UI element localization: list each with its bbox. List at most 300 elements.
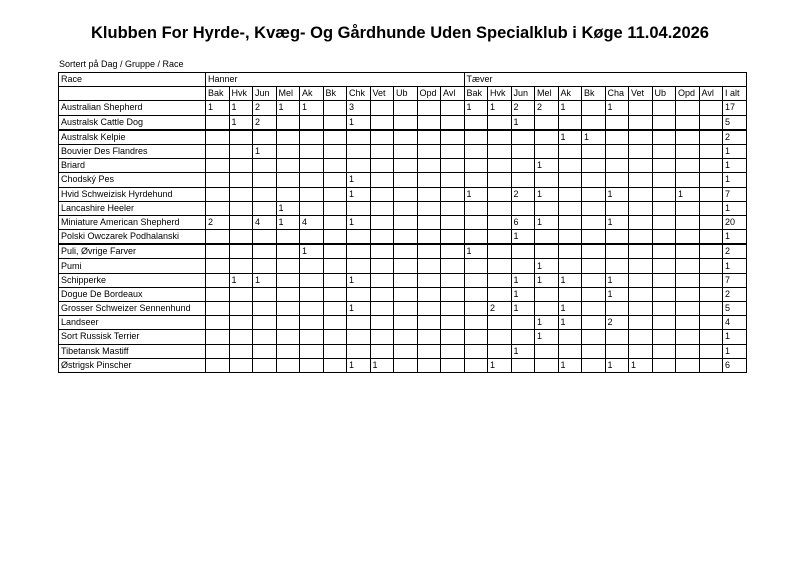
race-name: Pumi xyxy=(59,259,206,273)
hanner-cell-hvk xyxy=(229,358,253,372)
taever-cell-bk xyxy=(582,259,606,273)
taever-cell-mel xyxy=(535,244,559,259)
taever-cell-ak: 1 xyxy=(558,130,582,145)
hanner-cell-chk: 1 xyxy=(347,302,371,316)
taever-cell-ak: 1 xyxy=(558,302,582,316)
hanner-cell-hvk xyxy=(229,244,253,259)
total-cell: 2 xyxy=(723,130,747,145)
table-row xyxy=(59,259,747,273)
taever-col-bk: Bk xyxy=(582,87,606,101)
taever-cell-opd xyxy=(676,344,700,358)
hanner-cell-mel xyxy=(276,344,300,358)
hanner-cell-chk: 3 xyxy=(347,101,371,115)
taever-cell-bk xyxy=(582,244,606,259)
hanner-cell-ak xyxy=(300,173,324,187)
hanner-cell-bak xyxy=(206,316,230,330)
taever-cell-cha: 1 xyxy=(605,187,629,201)
taever-cell-bk xyxy=(582,344,606,358)
hanner-cell-jun xyxy=(253,130,277,145)
taever-col-vet: Vet xyxy=(629,87,653,101)
taever-cell-ak xyxy=(558,344,582,358)
taever-cell-mel: 1 xyxy=(535,159,559,173)
hanner-cell-opd xyxy=(417,173,441,187)
taever-cell-hvk xyxy=(488,259,512,273)
taever-col-avl: Avl xyxy=(699,87,723,101)
taever-cell-vet xyxy=(629,115,653,130)
taever-cell-bk xyxy=(582,159,606,173)
hanner-cell-bak xyxy=(206,273,230,287)
taever-cell-vet xyxy=(629,244,653,259)
table-row xyxy=(59,316,747,330)
hanner-cell-opd xyxy=(417,115,441,130)
hanner-cell-vet xyxy=(370,316,394,330)
total-cell: 1 xyxy=(723,330,747,344)
taever-col-ub: Ub xyxy=(652,87,676,101)
taever-cell-hvk xyxy=(488,130,512,145)
hanner-cell-ak: 4 xyxy=(300,215,324,229)
taever-cell-opd xyxy=(676,273,700,287)
column-header-row xyxy=(59,87,747,101)
hanner-cell-bk xyxy=(323,144,347,158)
hanner-cell-bak xyxy=(206,201,230,215)
taever-cell-mel: 2 xyxy=(535,101,559,115)
hanner-cell-jun xyxy=(253,302,277,316)
hanner-cell-vet: 1 xyxy=(370,358,394,372)
hanner-cell-hvk: 1 xyxy=(229,273,253,287)
taever-cell-avl xyxy=(699,273,723,287)
taever-cell-bak xyxy=(464,201,488,215)
hanner-group-header: Hanner xyxy=(206,73,465,87)
hanner-cell-avl xyxy=(441,287,465,301)
hanner-cell-mel xyxy=(276,302,300,316)
taever-cell-cha: 1 xyxy=(605,101,629,115)
table-row xyxy=(59,159,747,173)
hanner-cell-ub xyxy=(394,316,418,330)
taever-col-mel: Mel xyxy=(535,87,559,101)
hanner-cell-ak xyxy=(300,330,324,344)
taever-cell-mel xyxy=(535,201,559,215)
taever-cell-hvk xyxy=(488,244,512,259)
taever-cell-hvk: 1 xyxy=(488,358,512,372)
hanner-cell-vet xyxy=(370,159,394,173)
race-name: Polski Owczarek Podhalanski xyxy=(59,230,206,245)
hanner-cell-chk: 1 xyxy=(347,173,371,187)
hanner-cell-avl xyxy=(441,273,465,287)
taever-cell-vet xyxy=(629,215,653,229)
table-row xyxy=(59,173,747,187)
taever-cell-ub xyxy=(652,316,676,330)
taever-cell-bk xyxy=(582,302,606,316)
total-cell: 1 xyxy=(723,344,747,358)
total-col-header: I alt xyxy=(723,87,747,101)
hanner-cell-vet xyxy=(370,115,394,130)
taever-cell-opd xyxy=(676,330,700,344)
taever-cell-bak xyxy=(464,230,488,245)
taever-cell-cha xyxy=(605,115,629,130)
taever-cell-avl xyxy=(699,173,723,187)
hanner-cell-vet xyxy=(370,144,394,158)
taever-cell-avl xyxy=(699,130,723,145)
taever-cell-ak: 1 xyxy=(558,101,582,115)
taever-cell-bk xyxy=(582,187,606,201)
hanner-cell-avl xyxy=(441,230,465,245)
taever-cell-ub xyxy=(652,130,676,145)
hanner-cell-mel xyxy=(276,358,300,372)
total-cell: 5 xyxy=(723,302,747,316)
hanner-cell-jun xyxy=(253,244,277,259)
taever-cell-ak xyxy=(558,244,582,259)
hanner-cell-bk xyxy=(323,316,347,330)
hanner-cell-ak xyxy=(300,358,324,372)
taever-cell-jun xyxy=(511,259,535,273)
hanner-cell-ak xyxy=(300,302,324,316)
total-cell: 7 xyxy=(723,273,747,287)
hanner-cell-hvk: 1 xyxy=(229,115,253,130)
table-body xyxy=(59,101,747,373)
total-cell: 1 xyxy=(723,144,747,158)
taever-cell-opd xyxy=(676,259,700,273)
taever-cell-opd xyxy=(676,244,700,259)
hanner-cell-ub xyxy=(394,101,418,115)
hanner-col-mel: Mel xyxy=(276,87,300,101)
taever-cell-vet xyxy=(629,273,653,287)
taever-cell-jun: 1 xyxy=(511,344,535,358)
table-row xyxy=(59,130,747,145)
hanner-cell-bk xyxy=(323,115,347,130)
taever-cell-opd xyxy=(676,316,700,330)
taever-cell-opd xyxy=(676,201,700,215)
hanner-cell-ub xyxy=(394,159,418,173)
hanner-cell-ak xyxy=(300,344,324,358)
table-row xyxy=(59,115,747,130)
hanner-cell-mel xyxy=(276,173,300,187)
hanner-cell-chk xyxy=(347,316,371,330)
hanner-cell-bak: 2 xyxy=(206,215,230,229)
hanner-cell-vet xyxy=(370,244,394,259)
taever-cell-avl xyxy=(699,358,723,372)
hanner-col-hvk: Hvk xyxy=(229,87,253,101)
hanner-col-vet: Vet xyxy=(370,87,394,101)
taever-cell-cha xyxy=(605,144,629,158)
hanner-cell-ub xyxy=(394,344,418,358)
hanner-col-avl: Avl xyxy=(441,87,465,101)
hanner-cell-avl xyxy=(441,101,465,115)
taever-cell-bak xyxy=(464,330,488,344)
hanner-cell-ak xyxy=(300,144,324,158)
hanner-cell-vet xyxy=(370,330,394,344)
taever-cell-mel xyxy=(535,344,559,358)
hanner-cell-jun: 1 xyxy=(253,144,277,158)
taever-cell-jun: 6 xyxy=(511,215,535,229)
taever-cell-vet xyxy=(629,316,653,330)
taever-cell-avl xyxy=(699,330,723,344)
hanner-cell-jun xyxy=(253,187,277,201)
total-cell: 1 xyxy=(723,230,747,245)
hanner-cell-avl xyxy=(441,244,465,259)
hanner-cell-ak xyxy=(300,287,324,301)
hanner-cell-bak xyxy=(206,115,230,130)
hanner-cell-hvk xyxy=(229,173,253,187)
hanner-cell-avl xyxy=(441,130,465,145)
taever-cell-ak: 1 xyxy=(558,316,582,330)
taever-cell-opd xyxy=(676,230,700,245)
taever-cell-ak xyxy=(558,144,582,158)
hanner-cell-vet xyxy=(370,344,394,358)
race-name: Australian Shepherd xyxy=(59,101,206,115)
race-name: Dogue De Bordeaux xyxy=(59,287,206,301)
taever-cell-ub xyxy=(652,101,676,115)
race-name: Chodský Pes xyxy=(59,173,206,187)
taever-cell-ub xyxy=(652,330,676,344)
taever-col-jun: Jun xyxy=(511,87,535,101)
hanner-cell-opd xyxy=(417,159,441,173)
taever-cell-avl xyxy=(699,230,723,245)
taever-cell-avl xyxy=(699,302,723,316)
taever-cell-ub xyxy=(652,173,676,187)
taever-cell-ak xyxy=(558,230,582,245)
taever-cell-cha: 1 xyxy=(605,273,629,287)
hanner-cell-hvk xyxy=(229,302,253,316)
taever-cell-ak xyxy=(558,187,582,201)
table-row xyxy=(59,273,747,287)
hanner-cell-hvk xyxy=(229,230,253,245)
hanner-cell-ub xyxy=(394,302,418,316)
hanner-cell-ub xyxy=(394,244,418,259)
taever-cell-hvk: 1 xyxy=(488,101,512,115)
table-row xyxy=(59,101,747,115)
taever-cell-ub xyxy=(652,302,676,316)
hanner-cell-bk xyxy=(323,358,347,372)
hanner-cell-avl xyxy=(441,358,465,372)
taever-cell-vet xyxy=(629,259,653,273)
taever-cell-jun: 2 xyxy=(511,187,535,201)
taever-cell-hvk xyxy=(488,187,512,201)
hanner-cell-jun xyxy=(253,201,277,215)
taever-cell-bk xyxy=(582,287,606,301)
taever-cell-hvk xyxy=(488,215,512,229)
total-cell: 1 xyxy=(723,159,747,173)
total-cell: 1 xyxy=(723,173,747,187)
hanner-col-ak: Ak xyxy=(300,87,324,101)
taever-cell-ub xyxy=(652,215,676,229)
table-row xyxy=(59,330,747,344)
hanner-cell-hvk xyxy=(229,159,253,173)
hanner-cell-hvk xyxy=(229,144,253,158)
taever-cell-jun xyxy=(511,130,535,145)
taever-cell-ub xyxy=(652,187,676,201)
taever-cell-vet xyxy=(629,330,653,344)
taever-cell-avl xyxy=(699,316,723,330)
hanner-cell-bk xyxy=(323,201,347,215)
hanner-cell-avl xyxy=(441,115,465,130)
taever-cell-cha xyxy=(605,230,629,245)
race-name: Grosser Schweizer Sennenhund xyxy=(59,302,206,316)
hanner-cell-bak: 1 xyxy=(206,101,230,115)
hanner-cell-jun xyxy=(253,259,277,273)
hanner-cell-chk xyxy=(347,344,371,358)
hanner-cell-chk xyxy=(347,244,371,259)
hanner-cell-avl xyxy=(441,259,465,273)
hanner-cell-bk xyxy=(323,173,347,187)
taever-cell-ub xyxy=(652,244,676,259)
hanner-cell-ub xyxy=(394,330,418,344)
taever-cell-bk xyxy=(582,273,606,287)
hanner-cell-chk: 1 xyxy=(347,115,371,130)
hanner-cell-opd xyxy=(417,230,441,245)
taever-cell-mel xyxy=(535,144,559,158)
hanner-cell-vet xyxy=(370,302,394,316)
hanner-cell-bak xyxy=(206,259,230,273)
hanner-cell-vet xyxy=(370,201,394,215)
hanner-cell-jun: 4 xyxy=(253,215,277,229)
taever-cell-bk xyxy=(582,358,606,372)
hanner-cell-avl xyxy=(441,344,465,358)
taever-cell-hvk xyxy=(488,273,512,287)
hanner-cell-opd xyxy=(417,201,441,215)
hanner-cell-opd xyxy=(417,144,441,158)
hanner-cell-jun: 1 xyxy=(253,273,277,287)
taever-cell-ak xyxy=(558,115,582,130)
taever-cell-opd xyxy=(676,130,700,145)
hanner-cell-hvk xyxy=(229,215,253,229)
hanner-cell-vet xyxy=(370,173,394,187)
taever-cell-ak xyxy=(558,259,582,273)
hanner-cell-mel xyxy=(276,115,300,130)
taever-cell-mel: 1 xyxy=(535,187,559,201)
taever-cell-vet xyxy=(629,287,653,301)
hanner-cell-opd xyxy=(417,130,441,145)
taever-cell-ub xyxy=(652,344,676,358)
taever-cell-hvk xyxy=(488,344,512,358)
hanner-cell-opd xyxy=(417,215,441,229)
hanner-cell-opd xyxy=(417,302,441,316)
hanner-cell-bk xyxy=(323,273,347,287)
hanner-cell-mel xyxy=(276,259,300,273)
taever-cell-mel xyxy=(535,173,559,187)
taever-cell-jun: 1 xyxy=(511,230,535,245)
taever-cell-avl xyxy=(699,101,723,115)
taever-cell-mel xyxy=(535,302,559,316)
taever-cell-ub xyxy=(652,287,676,301)
hanner-col-chk: Chk xyxy=(347,87,371,101)
race-name: Australsk Cattle Dog xyxy=(59,115,206,130)
hanner-cell-bak xyxy=(206,358,230,372)
hanner-cell-mel xyxy=(276,187,300,201)
taever-cell-ub xyxy=(652,144,676,158)
hanner-cell-bak xyxy=(206,159,230,173)
taever-cell-bk xyxy=(582,330,606,344)
hanner-cell-chk xyxy=(347,130,371,145)
total-cell: 2 xyxy=(723,244,747,259)
race-name: Lancashire Heeler xyxy=(59,201,206,215)
taever-cell-vet: 1 xyxy=(629,358,653,372)
taever-cell-opd xyxy=(676,101,700,115)
taever-cell-ak xyxy=(558,173,582,187)
hanner-cell-bak xyxy=(206,230,230,245)
hanner-cell-ak xyxy=(300,230,324,245)
taever-cell-vet xyxy=(629,173,653,187)
taever-cell-ub xyxy=(652,259,676,273)
taever-cell-jun xyxy=(511,144,535,158)
taever-col-cha: Cha xyxy=(605,87,629,101)
hanner-cell-bak xyxy=(206,244,230,259)
hanner-col-bak: Bak xyxy=(206,87,230,101)
hanner-cell-avl xyxy=(441,330,465,344)
taever-cell-bk xyxy=(582,316,606,330)
hanner-cell-chk xyxy=(347,201,371,215)
hanner-cell-bk xyxy=(323,344,347,358)
hanner-cell-chk: 1 xyxy=(347,273,371,287)
taever-cell-bk: 1 xyxy=(582,130,606,145)
taever-cell-avl xyxy=(699,144,723,158)
hanner-col-opd: Opd xyxy=(417,87,441,101)
taever-cell-vet xyxy=(629,187,653,201)
taever-cell-cha: 1 xyxy=(605,287,629,301)
race-name: Hvid Schweizisk Hyrdehund xyxy=(59,187,206,201)
taever-cell-mel xyxy=(535,358,559,372)
hanner-cell-bk xyxy=(323,330,347,344)
taever-cell-ub xyxy=(652,358,676,372)
hanner-cell-chk xyxy=(347,144,371,158)
taever-cell-jun xyxy=(511,173,535,187)
hanner-cell-bk xyxy=(323,215,347,229)
hanner-cell-hvk xyxy=(229,330,253,344)
taever-cell-mel: 1 xyxy=(535,316,559,330)
table-row xyxy=(59,144,747,158)
taever-cell-cha xyxy=(605,201,629,215)
taever-cell-ub xyxy=(652,115,676,130)
taever-cell-cha: 2 xyxy=(605,316,629,330)
taever-cell-cha xyxy=(605,173,629,187)
taever-cell-bak xyxy=(464,358,488,372)
hanner-cell-chk: 1 xyxy=(347,187,371,201)
table-row xyxy=(59,344,747,358)
hanner-cell-mel xyxy=(276,144,300,158)
hanner-cell-ub xyxy=(394,273,418,287)
taever-cell-jun: 1 xyxy=(511,273,535,287)
taever-cell-avl xyxy=(699,287,723,301)
hanner-cell-ak xyxy=(300,273,324,287)
hanner-col-ub: Ub xyxy=(394,87,418,101)
hanner-cell-opd xyxy=(417,244,441,259)
hanner-cell-opd xyxy=(417,259,441,273)
taever-cell-hvk: 2 xyxy=(488,302,512,316)
taever-cell-jun: 1 xyxy=(511,115,535,130)
hanner-cell-hvk xyxy=(229,287,253,301)
hanner-cell-ub xyxy=(394,130,418,145)
hanner-cell-bak xyxy=(206,344,230,358)
hanner-cell-ub xyxy=(394,187,418,201)
hanner-cell-ub xyxy=(394,115,418,130)
table-row xyxy=(59,215,747,229)
taever-cell-hvk xyxy=(488,201,512,215)
taever-cell-jun xyxy=(511,330,535,344)
taever-cell-avl xyxy=(699,187,723,201)
hanner-cell-mel xyxy=(276,273,300,287)
taever-cell-bk xyxy=(582,144,606,158)
taever-cell-ak xyxy=(558,201,582,215)
hanner-cell-avl xyxy=(441,173,465,187)
hanner-cell-ak: 1 xyxy=(300,244,324,259)
hanner-cell-chk: 1 xyxy=(347,358,371,372)
hanner-cell-chk: 1 xyxy=(347,215,371,229)
taever-cell-avl xyxy=(699,259,723,273)
hanner-cell-bk xyxy=(323,287,347,301)
taever-cell-avl xyxy=(699,215,723,229)
race-subheader-empty xyxy=(59,87,206,101)
total-cell: 17 xyxy=(723,101,747,115)
taever-cell-ak xyxy=(558,159,582,173)
